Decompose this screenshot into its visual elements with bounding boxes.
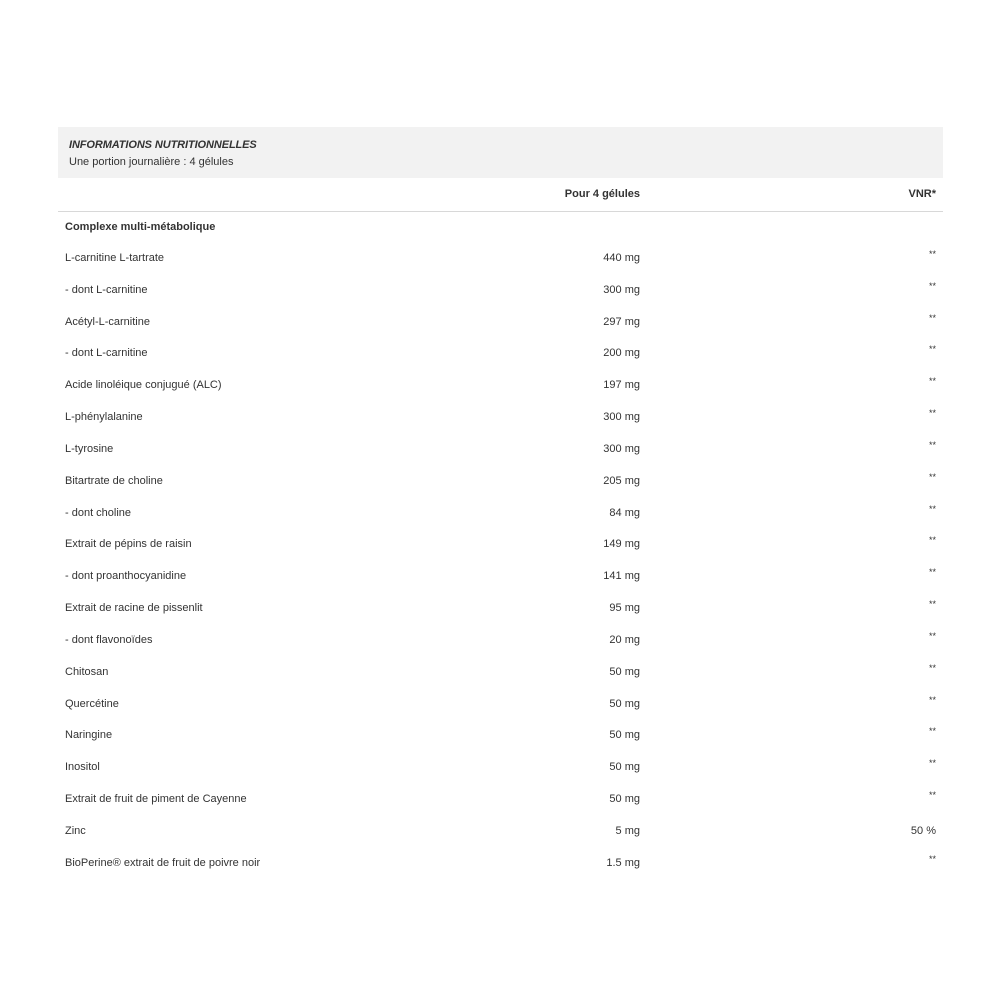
nutrient-amount: 300 mg xyxy=(603,442,640,455)
table-row xyxy=(58,466,943,498)
nutrient-name: Inositol xyxy=(65,761,100,774)
nutrient-amount: 50 mg xyxy=(609,665,640,678)
nutrient-name: Extrait de fruit de piment de Cayenne xyxy=(65,793,247,806)
nutrient-amount: 50 mg xyxy=(609,729,640,742)
nutrient-name: L-carnitine L-tartrate xyxy=(65,252,165,264)
table-row xyxy=(58,275,943,307)
nutrient-amount: 149 mg xyxy=(603,538,640,551)
nutrient-name: L-phénylalanine xyxy=(65,411,143,424)
table-row xyxy=(58,529,943,561)
nutrient-vnr: ** xyxy=(928,376,936,387)
nutrient-name: - dont L-carnitine xyxy=(65,347,148,360)
table-row xyxy=(58,370,943,402)
nutrient-vnr: ** xyxy=(928,662,936,673)
nutrition-table xyxy=(58,127,943,880)
nutrient-name: - dont flavonoïdes xyxy=(65,633,153,646)
nutrient-amount: 5 mg xyxy=(615,824,640,837)
nutrient-amount: 50 mg xyxy=(609,761,640,774)
nutrient-vnr: 50 % xyxy=(910,824,936,837)
vnr-column-header: VNR* xyxy=(908,188,936,200)
nutrient-vnr: ** xyxy=(928,567,936,578)
nutrient-vnr: ** xyxy=(928,280,936,291)
nutrient-name: L-tyrosine xyxy=(65,442,114,455)
nutrient-vnr: ** xyxy=(928,312,936,323)
nutrient-vnr: ** xyxy=(928,599,936,610)
nutrient-name: Chitosan xyxy=(65,665,109,678)
nutrient-vnr: ** xyxy=(928,790,936,801)
column-headers xyxy=(58,178,943,212)
nutrient-vnr: ** xyxy=(928,758,936,769)
nutrient-vnr: ** xyxy=(928,249,936,259)
nutrient-amount: 440 mg xyxy=(603,252,640,264)
nutrient-amount: 1.5 mg xyxy=(606,856,640,869)
nutrient-amount: 50 mg xyxy=(609,793,640,806)
nutrient-vnr: ** xyxy=(928,726,936,737)
nutrition-title: INFORMATIONS NUTRITIONNELLES xyxy=(69,139,257,151)
nutrient-amount: 84 mg xyxy=(609,506,640,519)
nutrient-amount: 300 mg xyxy=(603,411,640,424)
nutrition-header xyxy=(58,127,943,178)
nutrient-name: Acide linoléique conjugué (ALC) xyxy=(65,379,222,392)
nutrient-name: - dont choline xyxy=(65,506,132,519)
nutrient-amount: 141 mg xyxy=(603,570,640,583)
table-row xyxy=(58,848,943,880)
table-row xyxy=(58,243,943,275)
table-row xyxy=(58,752,943,784)
nutrient-vnr: ** xyxy=(928,853,936,864)
section-title: Complexe multi-métabolique xyxy=(65,221,216,233)
nutrient-amount: 200 mg xyxy=(603,347,640,360)
nutrient-amount: 95 mg xyxy=(609,602,640,615)
nutrient-amount: 297 mg xyxy=(603,315,640,328)
nutrient-name: Extrait de racine de pissenlit xyxy=(65,602,203,615)
nutrient-name: BioPerine® extrait de fruit de poivre noir xyxy=(65,856,261,869)
table-row xyxy=(58,657,943,689)
serving-size-text: Une portion journalière : 4 gélules xyxy=(69,156,234,168)
table-row xyxy=(58,593,943,625)
nutrient-name: Bitartrate de choline xyxy=(65,474,163,487)
table-row xyxy=(58,784,943,816)
nutrient-vnr: ** xyxy=(928,439,936,450)
nutrient-amount: 20 mg xyxy=(609,633,640,646)
nutrient-name: Naringine xyxy=(65,729,113,742)
amount-column-header: Pour 4 gélules xyxy=(564,188,640,200)
nutrient-vnr: ** xyxy=(928,408,936,419)
table-row xyxy=(58,338,943,370)
table-row xyxy=(58,402,943,434)
nutrient-name: Acétyl-L-carnitine xyxy=(65,315,150,328)
nutrient-name: - dont L-carnitine xyxy=(65,283,148,296)
table-row xyxy=(58,689,943,721)
table-row xyxy=(58,561,943,593)
nutrient-vnr: ** xyxy=(928,694,936,705)
nutrient-vnr: ** xyxy=(928,471,936,482)
table-row xyxy=(58,625,943,657)
table-row xyxy=(58,434,943,466)
nutrient-name: Extrait de pépins de raisin xyxy=(65,538,192,551)
nutrient-name: - dont proanthocyanidine xyxy=(65,570,187,583)
nutrient-name: Zinc xyxy=(65,824,86,837)
table-row xyxy=(58,720,943,752)
nutrient-amount: 300 mg xyxy=(603,283,640,296)
nutrient-amount: 50 mg xyxy=(609,697,640,710)
nutrient-vnr: ** xyxy=(928,535,936,546)
table-row xyxy=(58,307,943,339)
nutrient-amount: 205 mg xyxy=(603,474,640,487)
nutrient-vnr: ** xyxy=(928,630,936,641)
nutrient-rows xyxy=(58,243,943,880)
nutrient-amount: 197 mg xyxy=(603,379,640,392)
table-row xyxy=(58,816,943,848)
nutrient-vnr: ** xyxy=(928,503,936,514)
nutrient-name: Quercétine xyxy=(65,697,119,710)
table-row xyxy=(58,498,943,530)
nutrient-vnr: ** xyxy=(928,344,936,355)
